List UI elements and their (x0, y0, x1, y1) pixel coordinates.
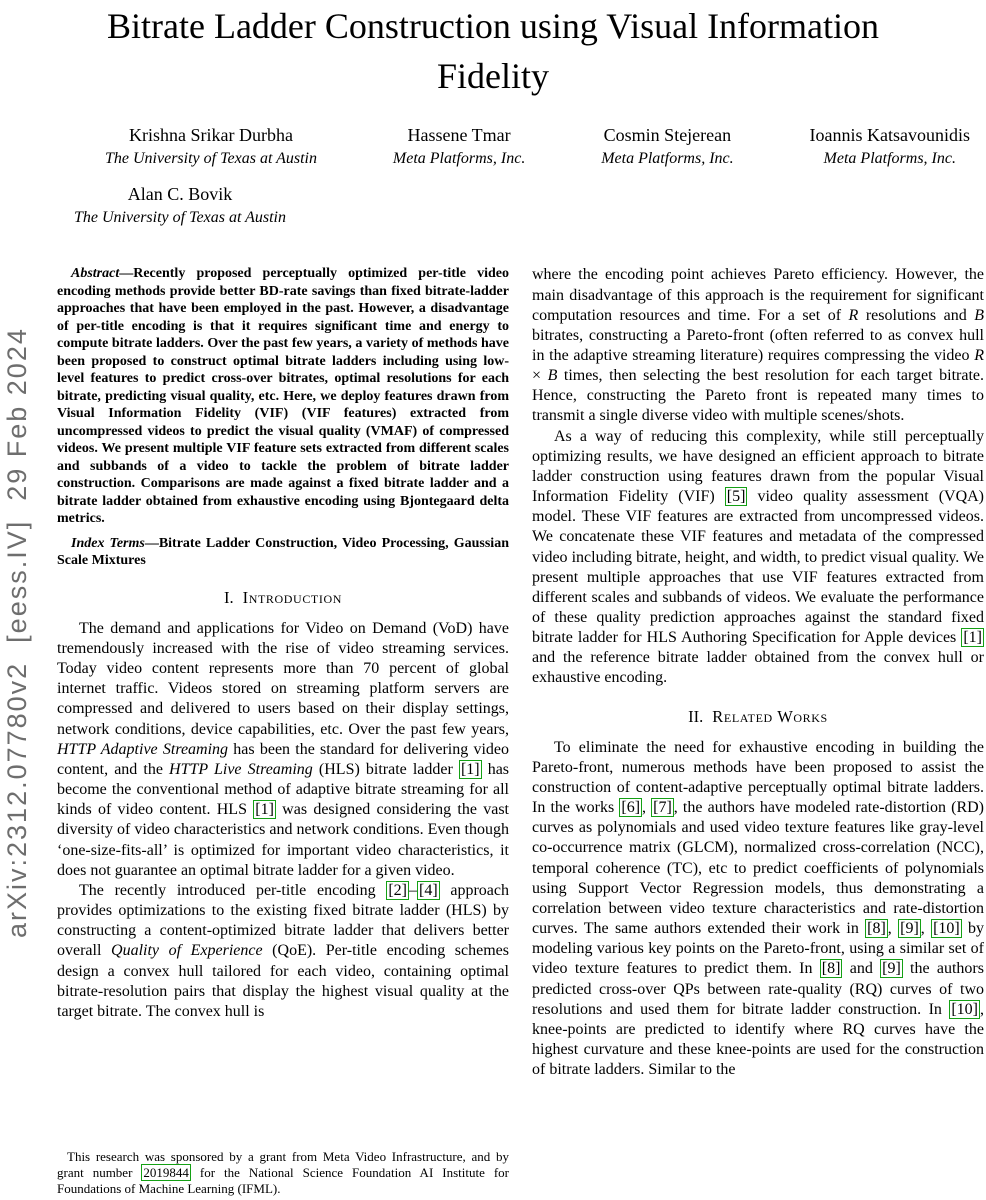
continuation-paragraph (532, 265, 984, 426)
text-run: has been the standard for delivering video content, and the (57, 740, 510, 778)
text-run: and the reference bitrate ladder obtained from the convex hull or exhaustive encoding. (532, 649, 984, 687)
intro-paragraph-2 (57, 881, 509, 1022)
related-works-paragraph (532, 738, 984, 1081)
text-run: , (887, 920, 899, 938)
text-run: and (842, 960, 881, 978)
text-run: bitrates, constructing a Pareto-front (often referred to as convex hull in the adaptive streaming literature) requires compressing the video (532, 326, 984, 364)
footnote-acknowledgment (57, 1149, 509, 1197)
text-run: —Bitrate Ladder Construction, Video Processing, Gaussian Scale Mixtures (57, 535, 509, 569)
citation-link[interactable]: [8] (821, 960, 841, 978)
citation-link[interactable]: [9] (900, 920, 919, 938)
authors-row-2 (0, 168, 986, 227)
author-affiliation: The University of Texas at Austin (105, 150, 317, 168)
section-title: Introduction (242, 587, 342, 607)
citation-link[interactable]: [5] (726, 488, 746, 506)
arxiv-watermark: arXiv:2312.07780v2 [eess.IV] 29 Feb 2024 (2, 327, 32, 938)
citation-link[interactable]: [10] (933, 920, 960, 938)
text-run: where the encoding point achieves Pareto efficiency. However, the main disadvantage of this approach is the requirement for significant computation resources and time. For a set of (532, 266, 984, 324)
text-run: As a way of reducing this complexity, while still perceptually optimizing results, we have designed an efficient approach to bitrate ladder construction using features drawn from the popular Visual Information Fidelity (VIF) (532, 427, 984, 506)
text-run: by modeling various key points on the Pareto-front, using a similar set of video texture features to predict them. In (532, 920, 985, 978)
author-affiliation: Meta Platforms, Inc. (601, 150, 734, 168)
author-name: Ioannis Katsavounidis (809, 125, 970, 146)
author-name: Alan C. Bovik (127, 184, 233, 205)
author-name: Krishna Srikar Durbha (129, 125, 293, 146)
text-run: times, then selecting the best resolution for each target bitrate. Hence, constructing the Pareto front is repeated many times to transmit a single diverse video with multiple scenes/shots. (532, 367, 984, 425)
left-column (57, 265, 509, 1197)
text-run: The recently introduced per-title encoding (79, 881, 387, 899)
text-run: Quality of Experience (111, 942, 263, 960)
text-run: —Recently proposed perceptually optimized per-title video encoding methods provide better BD-rate savings than fixed bitrate-ladder approaches that have been employed in the past. However, a disadvantage of per-title encoding is that it requires significant time and energy to compute bitrate ladders. Over the past few years, a variety of methods have been proposed to construct optimal bitrate ladders including using low-level features to predict cross-over bitrates, optimal resolutions for each bitrate, predicting visual quality, etc. Here, we deploy features drawn from Visual Information Fidelity (VIF) (VIF features) extracted from uncompressed videos to predict the visual quality (VMAF) of compressed videos. We present multiple VIF feature sets extracted from different scales and subbands of a video to tackle the problem of bitrate ladder construction. Comparisons are made against a fixed bitrate ladder and a bitrate ladder obtained from exhaustive encoding using Bjontegaard delta metrics. (57, 266, 509, 527)
citation-link[interactable]: [1] (255, 801, 274, 819)
citation-link[interactable]: [8] (867, 920, 886, 938)
approach-paragraph (532, 427, 984, 689)
citation-link[interactable]: 2019844 (143, 1165, 189, 1181)
text-run: × (532, 367, 548, 385)
text-run: The demand and applications for Video on Demand (VoD) have tremendously increased with the rise of video streaming services. Today video content represents more than 70 percent of global internet traffic. Videos stored on streaming platform servers are compressed and delivered to users based on their display settings, network conditions, device capabilities, etc. Over the past few years, (57, 619, 509, 738)
text-run: Index Terms (71, 535, 145, 551)
text-run: has become the conventional method of adaptive bitrate streaming for all kinds of video content. HLS (57, 760, 510, 819)
intro-paragraph-1 (57, 619, 509, 881)
citation-link[interactable]: [2] (388, 881, 407, 899)
right-column (532, 265, 984, 1197)
text-run: resolutions and (858, 306, 975, 324)
citation-link[interactable]: [7] (653, 799, 672, 817)
text-run: for the National Science Foundation AI Institute for Foundations of Machine Learning (IFML). (57, 1165, 510, 1197)
text-run: , (920, 920, 932, 938)
section-heading-related-works (532, 707, 984, 727)
text-run: To eliminate the need for exhaustive encoding in building the Pareto-front, numerous methods have been proposed to assist the construction of content-adaptive perceptually optimal bitrate ladders. In the works (532, 738, 984, 817)
author-name: Hassene Tmar (407, 125, 511, 146)
text-run: was designed considering the vast diversity of video characteristics and network conditions. Even though ‘one-size-fits-all’ is optimized for important video characteristics, it does not guarantee an optimal bitrate ladder for a given video. (57, 801, 509, 879)
author-name: Cosmin Stejerean (603, 125, 732, 146)
text-run: , (642, 799, 652, 817)
text-run: – (409, 881, 417, 899)
text-run: HTTP Adaptive Streaming (57, 740, 229, 758)
citation-link[interactable]: [6] (621, 799, 641, 817)
text-run: HTTP Live Streaming (169, 760, 313, 778)
text-run: the authors predicted cross-over QPs between rate-quality (RQ) curves of two resolutions and used them for bitrate ladder construction. In (532, 960, 984, 1018)
author-affiliation: The University of Texas at Austin (74, 209, 286, 227)
text-run: B (547, 367, 558, 385)
citation-link[interactable]: [10] (951, 1000, 978, 1018)
text-run: approach provides optimizations to the existing fixed bitrate ladder (HLS) by constructing a content-optimized bitrate ladder that delivers better overall (57, 881, 509, 960)
text-run: R (974, 346, 984, 364)
paper-title: Bitrate Ladder Construction using Visual Information Fidelity (106, 6, 880, 96)
citation-link[interactable]: [4] (419, 881, 438, 899)
section-number: II. (688, 706, 704, 726)
citation-link[interactable]: [1] (460, 760, 480, 778)
citation-link[interactable]: [9] (882, 960, 901, 978)
text-run: , the authors have modeled rate-distortion (RD) curves as polynomials and used video texture features like gray-level co-occurrence matrix (GLCM), normalized cross-correlation (NCC), temporal coherence (TC), etc to predict coefficients of polynomials using Support Vector Regression models, thus demonstrating a correlation between video texture characteristics and rate-distortion curves. The same authors extended their work in (532, 799, 985, 938)
text-run: video quality assessment (VQA) model. These VIF features are extracted from uncompressed videos. We concatenate these VIF features and metadata of the compressed video including bitrate, height, and width, to predict visual quality. We present multiple approaches that use VIF features extracted from different scales and subbands of videos. We evaluate the performance of these quality prediction approaches against the standard fixed bitrate ladder for HLS Authoring Specification for Apple devices (532, 488, 985, 647)
author-block (601, 125, 733, 168)
text-run: B (974, 306, 984, 324)
section-title: Related Works (712, 706, 828, 726)
text-run: (QoE). Per-title encoding schemes design a convex hull tailored for each video, containing optimal bitrate-resolution pairs that display the highest visual quality at the target bitrate. The convex hull is (57, 942, 510, 1020)
section-heading-introduction (57, 588, 509, 608)
author-block (57, 184, 303, 227)
index-terms (57, 535, 509, 570)
authors-row-1 (0, 101, 986, 168)
author-block (393, 125, 525, 168)
abstract (57, 265, 509, 528)
citation-link[interactable]: [1] (963, 629, 982, 647)
section-number: I. (224, 587, 234, 607)
text-run: , knee-points are predicted to identify where RQ curves have the highest curvature and these knee-points are used for the construction of bitrate ladders. Similar to the (532, 1000, 984, 1079)
author-affiliation: Meta Platforms, Inc. (823, 150, 956, 168)
text-run: This research was sponsored by a grant from Meta Video Infrastructure, and by grant number (57, 1149, 509, 1181)
author-block (105, 125, 317, 168)
paper-body (0, 265, 986, 1197)
author-block (810, 125, 970, 168)
author-affiliation: Meta Platforms, Inc. (392, 150, 526, 168)
text-run: Abstract (71, 266, 120, 282)
text-run: R (848, 306, 859, 324)
text-run: (HLS) bitrate ladder (312, 760, 459, 778)
